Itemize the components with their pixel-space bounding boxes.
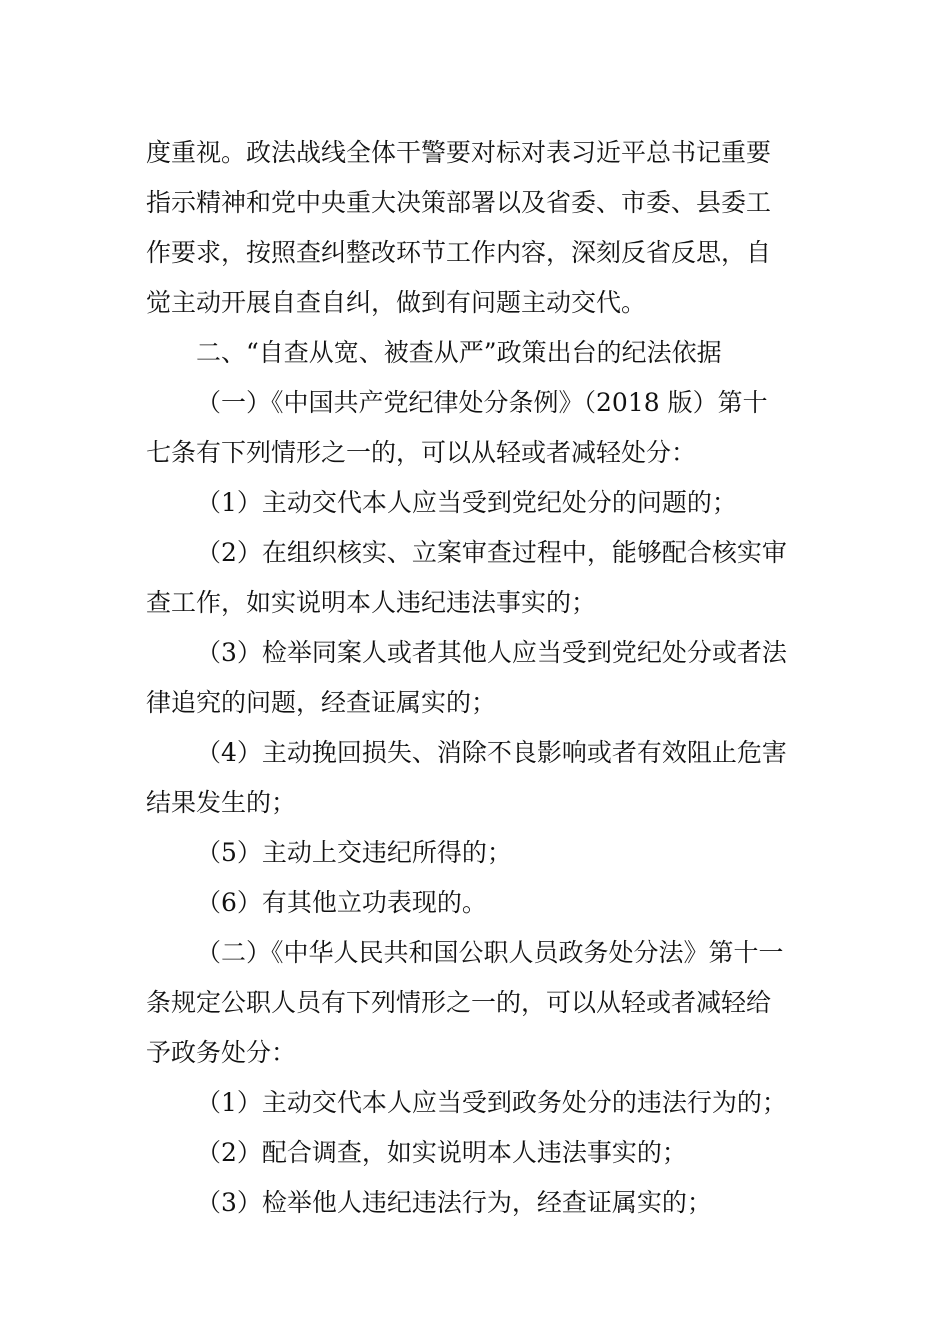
text-line: 结果发生的； [146, 788, 297, 817]
text-line: 作要求，按照查纠整改环节工作内容，深刻反省反思，自 [146, 238, 772, 267]
text-line: 查工作，如实说明本人违纪违法事实的； [146, 588, 597, 617]
subsection-heading: （二）《中华人民共和国公职人员政务处分法》第十一 [196, 938, 784, 967]
document-body [146, 128, 816, 1228]
list-item: （1）主动交代本人应当受到党纪处分的问题的； [196, 488, 737, 517]
list-item: （3）检举同案人或者其他人应当受到党纪处分或者法 [196, 638, 787, 667]
list-item: （6）有其他立功表现的。 [196, 888, 487, 917]
list-item: （1）主动交代本人应当受到政务处分的违法行为的； [196, 1088, 787, 1117]
list-item: （3）检举他人违纪违法行为，经查证属实的； [196, 1188, 712, 1217]
text-line: 律追究的问题，经查证属实的； [146, 688, 497, 717]
text-line: 指示精神和党中央重大决策部署以及省委、市委、县委工 [146, 188, 772, 217]
subsection-heading: （一）《中国共产党纪律处分条例》（2018 版）第十 [196, 388, 768, 417]
text-line: 七条有下列情形之一的，可以从轻或者减轻处分： [146, 438, 697, 467]
text-line: 觉主动开展自查自纠，做到有问题主动交代。 [146, 288, 647, 317]
text-line: 予政务处分： [146, 1038, 297, 1067]
list-item: （4）主动挽回损失、消除不良影响或者有效阻止危害 [196, 738, 787, 767]
text-line: 度重视。政法战线全体干警要对标对表习近平总书记重要 [146, 138, 772, 167]
list-item: （2）配合调查，如实说明本人违法事实的； [196, 1138, 687, 1167]
list-item: （2）在组织核实、立案审查过程中，能够配合核实审 [196, 538, 787, 567]
section-heading: 二、“自查从宽、被查从严”政策出台的纪法依据 [196, 338, 722, 367]
text-line: 条规定公职人员有下列情形之一的，可以从轻或者减轻给 [146, 988, 772, 1017]
list-item: （5）主动上交违纪所得的； [196, 838, 512, 867]
